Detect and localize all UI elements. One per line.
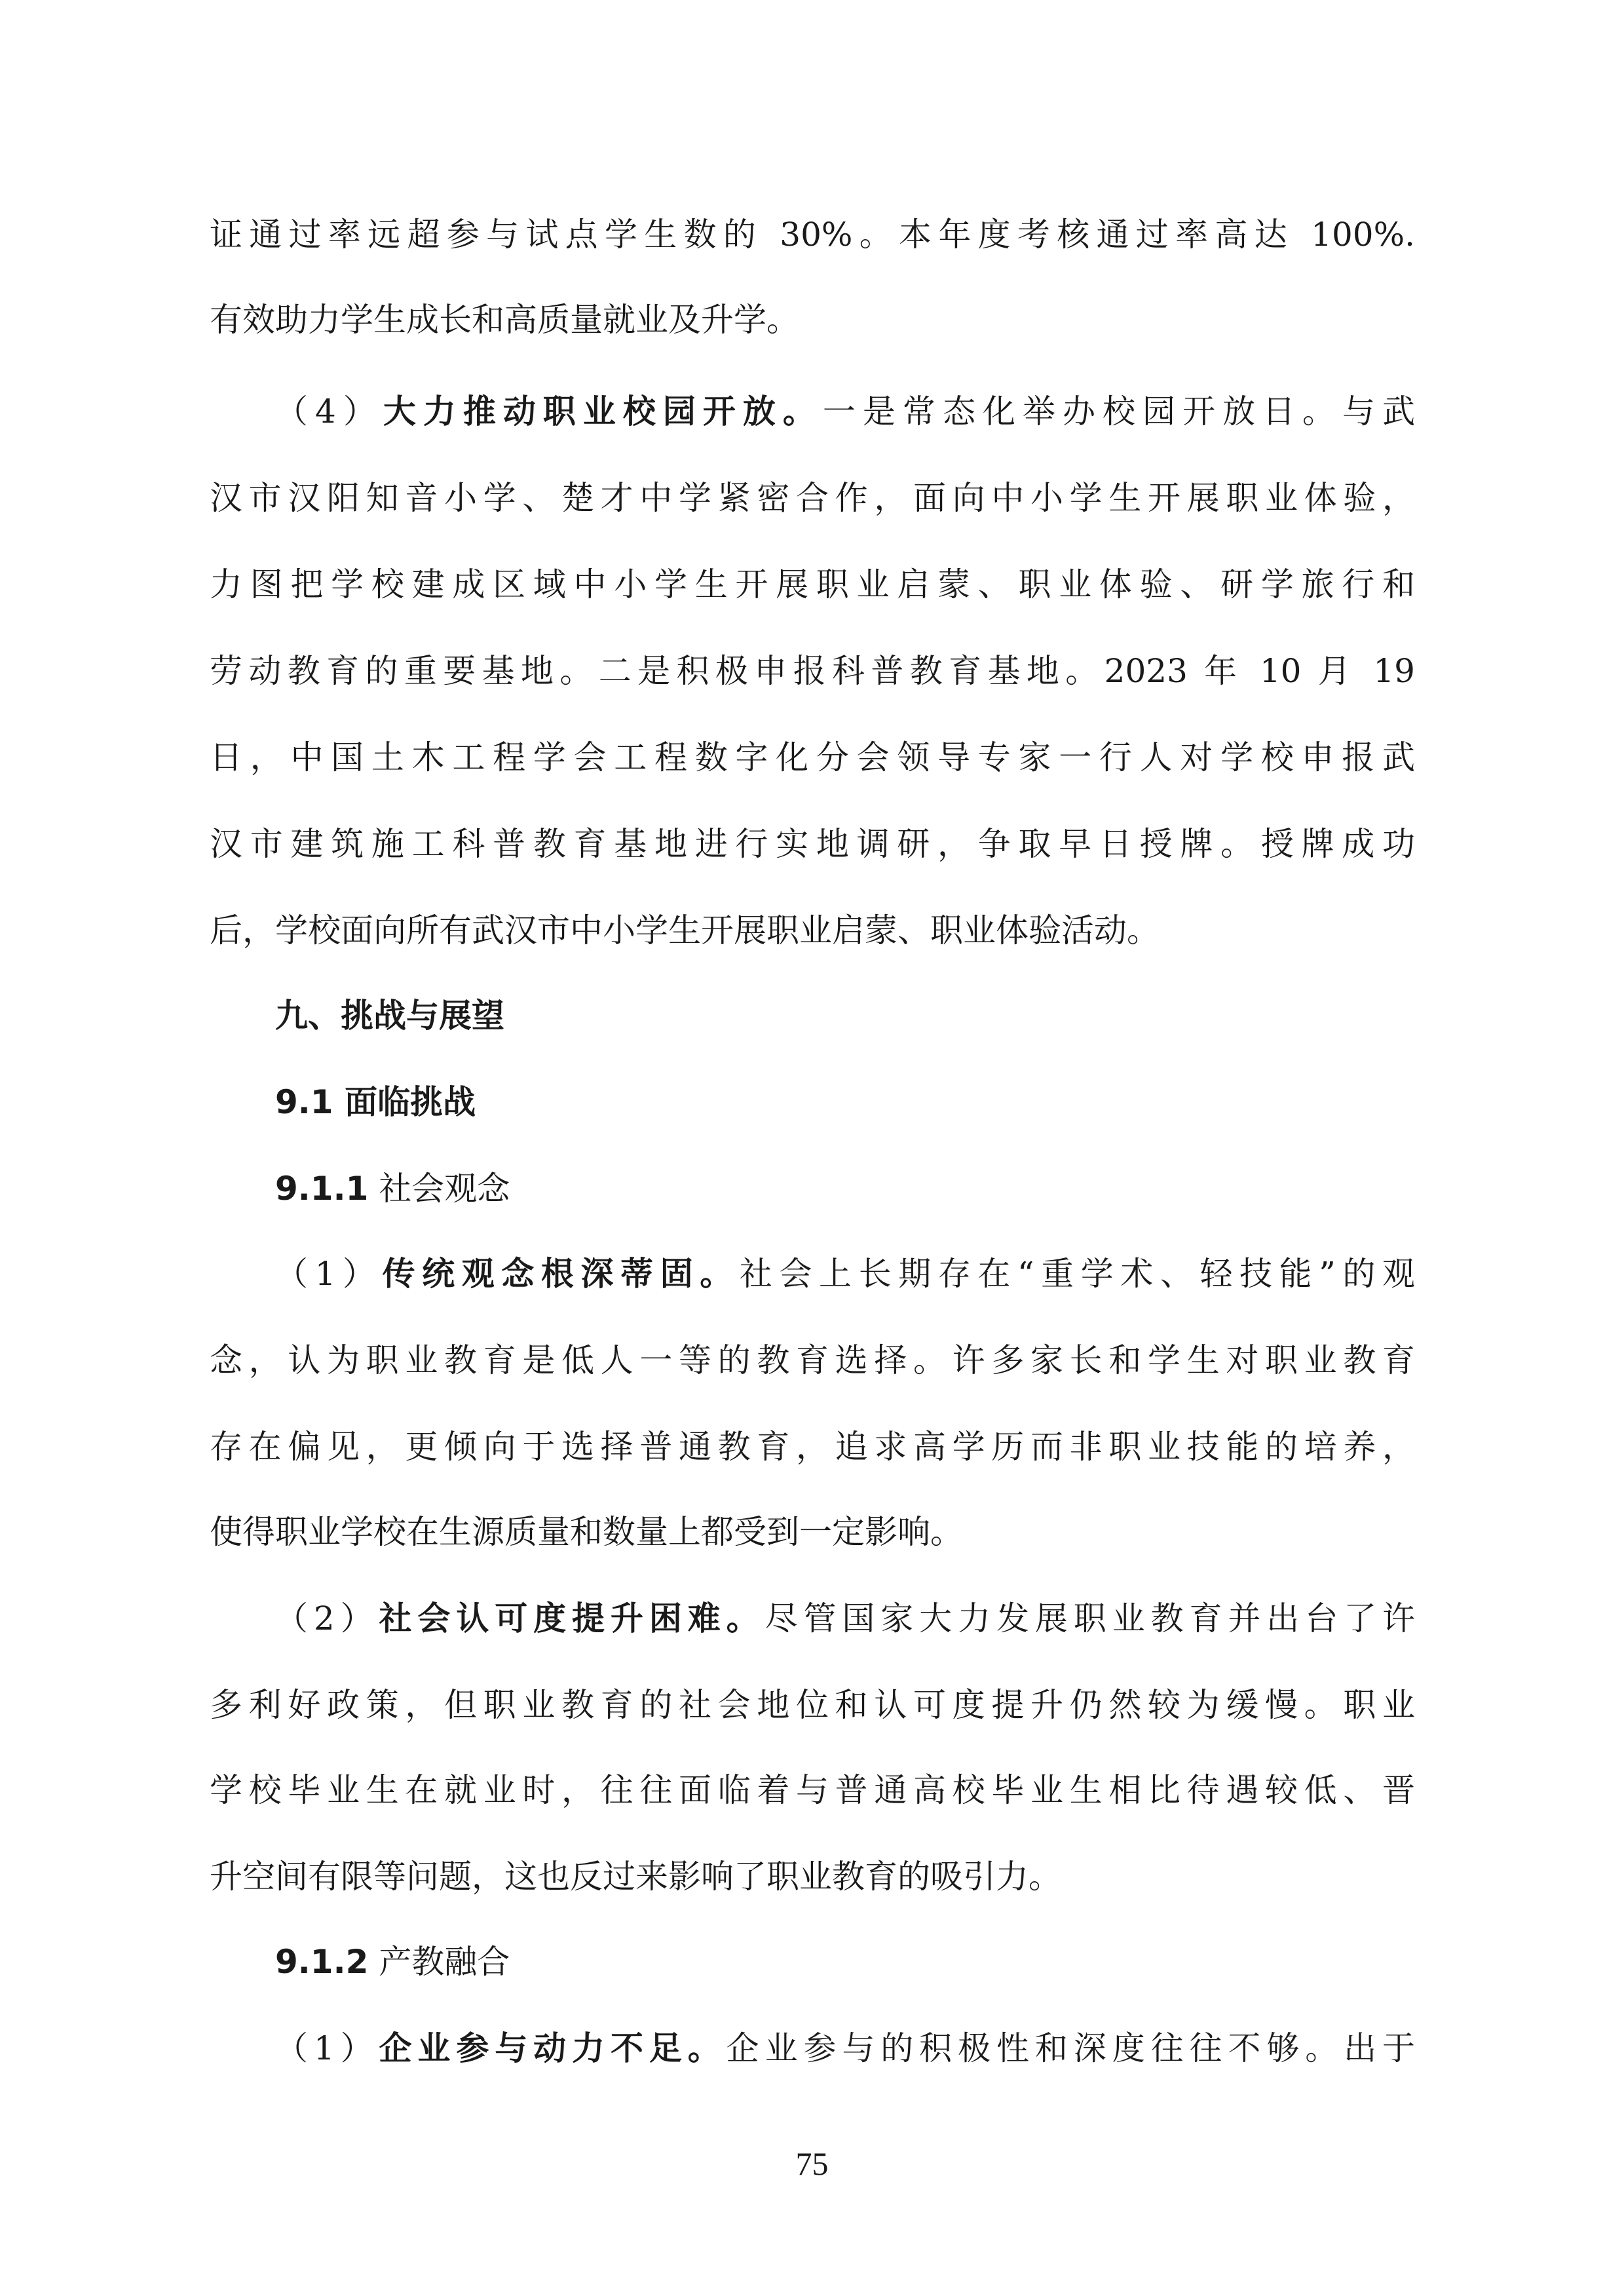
paragraph-first-line [275,391,1415,432]
body-line: 力图把学校建成区域中小学生开展职业启蒙、职业体验、研学旅行和 [210,565,1415,603]
paragraph-lead-bold: 传统观念根深蒂固。 [382,1254,740,1293]
paragraph-lead-bold: 社会认可度提升困难。 [379,1599,765,1637]
body-line: 汉市汉阳知音小学、楚才中学紧密合作，面向中小学生开展职业体验， [210,479,1415,517]
subsection-heading [275,1081,1415,1123]
body-line: 升空间有限等问题，这也反过来影响了职业教育的吸引力。 [210,1858,1061,1896]
paragraph-first-line [275,1253,1415,1295]
body-line: 有效助力学生成长和高质量就业及升学。 [210,301,799,339]
body-line: 使得职业学校在生源质量和数量上都受到一定影响。 [210,1513,963,1551]
paragraph-number: （1） [275,2029,379,2067]
subsubsection-heading [275,1168,1415,1210]
body-line: 多利好政策，但职业教育的社会地位和认可度提升仍然较为缓慢。职业 [210,1686,1415,1724]
page-number: 75 [795,2145,829,2182]
heading-number: 9.1 [275,1083,333,1121]
paragraph-text: 社会上长期存在“重学术、轻技能”的观 [739,1255,1415,1293]
paragraph-first-line [275,2027,1415,2069]
body-line: 念，认为职业教育是低人一等的教育选择。许多家长和学生对职业教育 [210,1341,1415,1379]
paragraph-text: 尽管国家大力发展职业教育并出台了许 [765,1599,1415,1637]
body-line: 后，学校面向所有武汉市中小学生开展职业启蒙、职业体验活动。 [210,911,1160,949]
paragraph-number: （2） [275,1599,379,1637]
paragraph-number: （4） [275,392,383,430]
body-line: 汉市建筑施工科普教育基地进行实地调研，争取早日授牌。授牌成功 [210,825,1415,863]
heading-text: 社会观念 [368,1170,510,1208]
body-line: 劳动教育的重要基地。二是积极申报科普教育基地。2023 年 10 月 19 [210,652,1415,690]
paragraph-text: 企业参与的积极性和深度往往不够。出于 [726,2029,1415,2067]
section-heading: 九、挑战与展望 [275,997,504,1035]
body-line: 证通过率远超参与试点学生数的 30%。本年度考核通过率高达 100%. [210,216,1415,254]
paragraph-lead-bold: 企业参与动力不足。 [379,2029,727,2067]
paragraph-number: （1） [275,1255,383,1293]
paragraph-text: 一是常态化举办校园开放日。与武 [822,392,1415,430]
heading-text: 面临挑战 [333,1082,476,1121]
body-line: 日，中国土木工程学会工程数字化分会领导专家一行人对学校申报武 [210,738,1415,776]
paragraph-first-line [275,1598,1415,1639]
heading-number: 9.1.2 [275,1943,369,1981]
body-line: 学校毕业生在就业时，往往面临着与普通高校毕业生相比待遇较低、晋 [210,1771,1415,1809]
heading-text: 产教融合 [368,1943,510,1981]
paragraph-lead-bold: 大力推动职业校园开放。 [383,392,823,430]
heading-number: 9.1.1 [275,1170,369,1208]
body-line: 存在偏见，更倾向于选择普通教育，追求高学历而非职业技能的培养， [210,1428,1415,1466]
subsubsection-heading [275,1941,1415,1983]
